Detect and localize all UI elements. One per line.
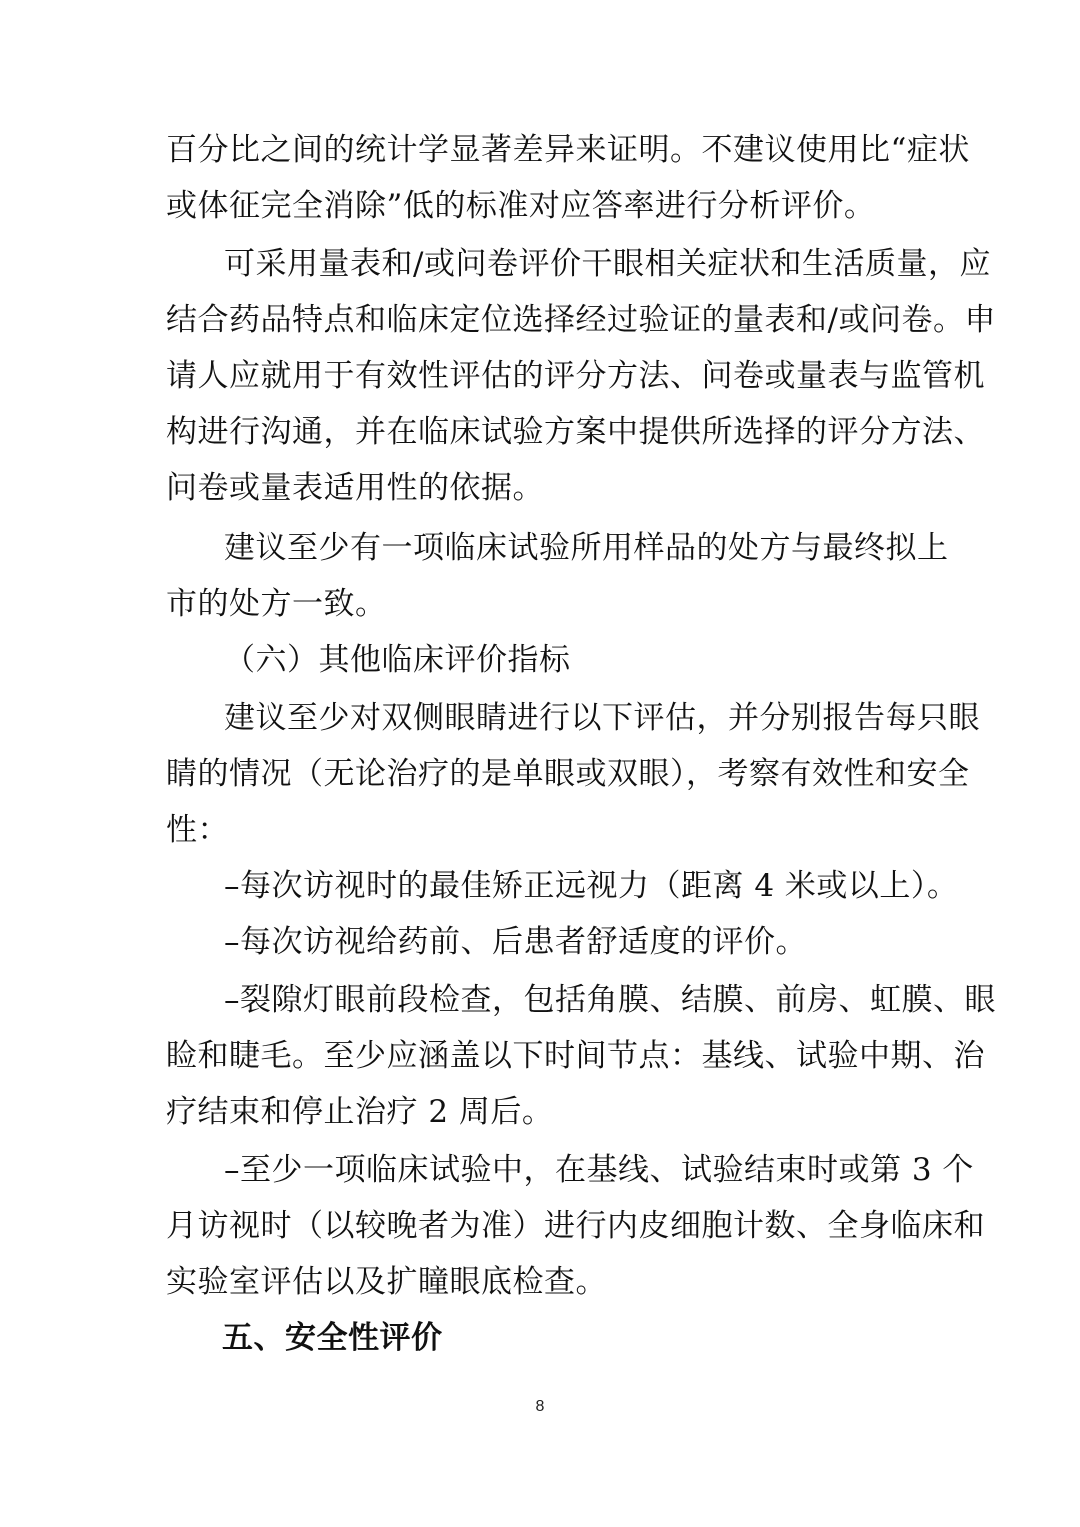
body-text-line: 问卷或量表适用性的依据。 (166, 470, 544, 506)
paragraph-first-line: 建议至少有一项临床试验所用样品的处方与最终拟上 (224, 530, 949, 566)
section-subheading: （六）其他临床评价指标 (224, 642, 571, 678)
page-number: 8 (535, 1398, 545, 1415)
body-text-line: 结合药品特点和临床定位选择经过验证的量表和/或问卷。申 (166, 302, 996, 338)
body-text-line: 或体征完全消除”低的标准对应答率进行分析评价。 (166, 188, 876, 224)
body-text-line: 请人应就用于有效性评估的评分方法、问卷或量表与监管机 (166, 358, 985, 394)
section-heading: 五、安全性评价 (222, 1320, 443, 1356)
body-text-line: 百分比之间的统计学显著差异来证明。不建议使用比“症状 (166, 132, 970, 168)
list-item: –每次访视时的最佳矫正远视力（距离 4 米或以上）。 (224, 868, 959, 904)
list-item: –每次访视给药前、后患者舒适度的评价。 (224, 924, 807, 960)
body-text-line: 月访视时（以较晚者为准）进行内皮细胞计数、全身临床和 (166, 1208, 985, 1244)
paragraph-first-line: 建议至少对双侧眼睛进行以下评估，并分别报告每只眼 (224, 700, 980, 736)
body-text-line: 性： (166, 812, 229, 848)
body-text-line: 睛的情况（无论治疗的是单眼或双眼），考察有效性和安全 (166, 756, 970, 792)
body-text-line: 实验室评估以及扩瞳眼底检查。 (166, 1264, 607, 1300)
body-text-line: 睑和睫毛。至少应涵盖以下时间节点：基线、试验中期、治 (166, 1038, 985, 1074)
list-item: –裂隙灯眼前段检查，包括角膜、结膜、前房、虹膜、眼 (224, 982, 996, 1018)
paragraph-first-line: 可采用量表和/或问卷评价干眼相关症状和生活质量，应 (224, 246, 991, 282)
body-text-line: 构进行沟通，并在临床试验方案中提供所选择的评分方法、 (166, 414, 985, 450)
list-item: –至少一项临床试验中，在基线、试验结束时或第 3 个 (224, 1152, 974, 1188)
body-text-line: 疗结束和停止治疗 2 周后。 (166, 1094, 554, 1130)
body-text-line: 市的处方一致。 (166, 586, 387, 622)
